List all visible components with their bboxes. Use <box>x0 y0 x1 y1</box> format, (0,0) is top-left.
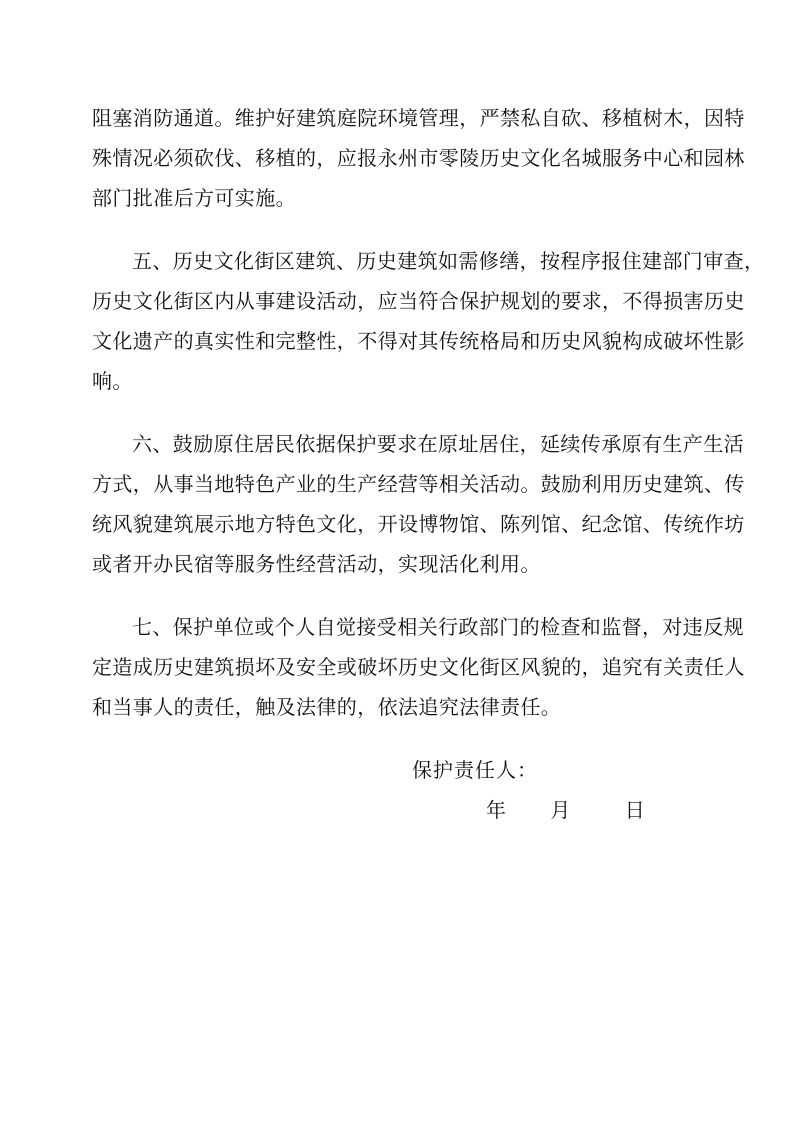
date-year-label: 年 <box>486 798 506 822</box>
paragraph-line: 七、保护单位或个人自觉接受相关行政部门的检查和监督，对违反规 <box>132 615 744 639</box>
date-day-label: 日 <box>624 798 645 822</box>
paragraph-line: 六、鼓励原住居民依据保护要求在原址居住，延续传承原有生产生活 <box>132 432 744 456</box>
paragraph-gap <box>92 401 704 424</box>
paragraph-line: 阻塞消防通道。维护好建筑庭院环境管理，严禁私自砍、移植树木，因特 <box>92 106 745 130</box>
paragraph-line: 统风貌建筑展示地方特色文化，开设博物馆、陈列馆、纪念馆、传统作坊 <box>92 512 745 536</box>
paragraph-line: 或者开办民宿等服务性经营活动，实现活化利用。 <box>92 552 541 576</box>
signature-label: 保护责任人： <box>412 758 538 782</box>
paragraph-line: 和当事人的责任，触及法律的，依法追究法律责任。 <box>92 695 562 719</box>
paragraph-line: 响。 <box>92 369 133 393</box>
paragraph-gap <box>92 584 704 607</box>
paragraph-line: 历史文化街区内从事建设活动，应当符合保护规划的要求，不得损害历史 <box>92 289 745 313</box>
signature-date <box>486 790 645 830</box>
fire-access-paragraph <box>92 98 745 218</box>
paragraph-gap <box>92 218 704 241</box>
date-month-label: 月 <box>550 798 571 822</box>
clause-five-paragraph <box>92 241 765 401</box>
paragraph-line: 文化遗产的真实性和完整性，不得对其传统格局和历史风貌构成破坏性影 <box>92 329 745 353</box>
clause-seven-paragraph <box>92 607 745 727</box>
paragraph-line: 殊情况必须砍伐、移植的，应报永州市零陵历史文化名城服务中心和园林 <box>92 146 745 170</box>
paragraph-line: 部门批准后方可实施。 <box>92 186 296 210</box>
paragraph-line: 五、历史文化街区建筑、历史建筑如需修缮，按程序报住建部门审查， <box>132 249 765 273</box>
document-body <box>92 98 765 727</box>
paragraph-line: 定造成历史建筑损坏及安全或破坏历史文化街区风貌的，追究有关责任人 <box>92 655 745 679</box>
clause-six-paragraph <box>92 424 745 584</box>
paragraph-line: 方式，从事当地特色产业的生产经营等相关活动。鼓励利用历史建筑、传 <box>92 472 745 496</box>
